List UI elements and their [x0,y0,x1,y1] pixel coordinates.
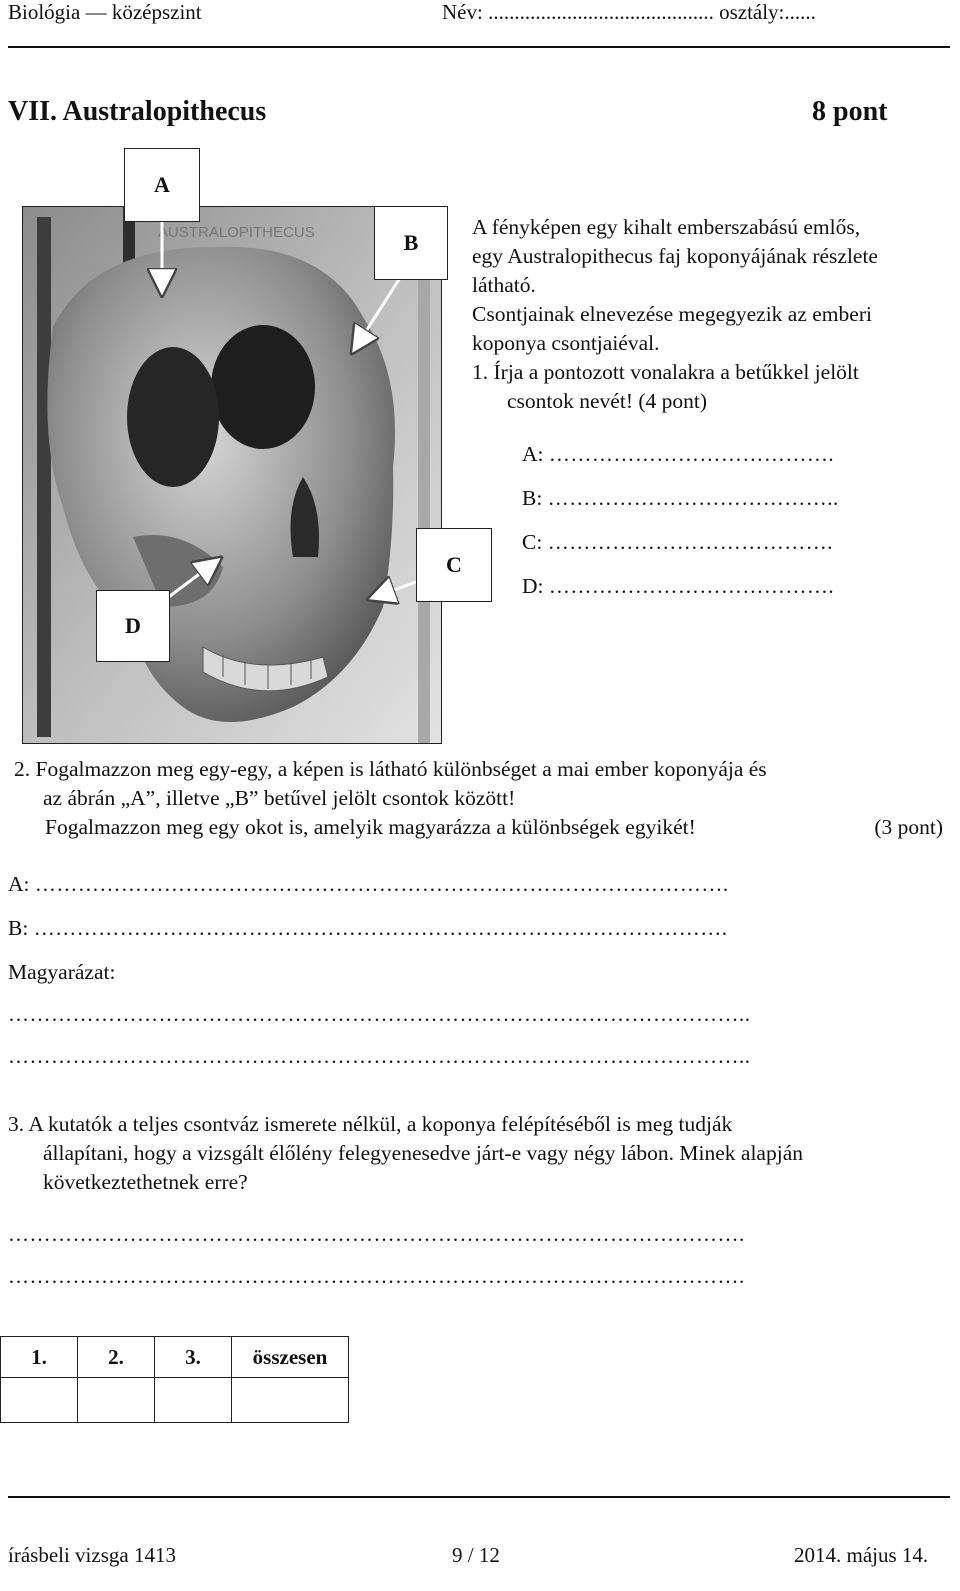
intro-text [472,213,952,416]
q1-answers [522,440,942,616]
arrow-c [372,582,416,598]
question-2-points: (3 pont) [874,815,943,839]
score-header-1: 1. [1,1337,78,1378]
score-cell-total[interactable] [232,1378,349,1423]
question-1-line: csontok nevét! (4 pont) [507,389,708,413]
intro-line: egy Australopithecus faj koponyájának részlete [472,244,878,268]
q3-answers [8,1220,938,1304]
intro-line: koponya csontjaiéval. [472,331,660,355]
task-title: VII. Australopithecus [8,96,267,127]
score-table [0,1336,349,1423]
intro-line: látható. [472,273,536,297]
question-3 [8,1110,943,1197]
footer-exam-id: írásbeli vizsga 1413 [8,1543,176,1567]
arrow-d [162,560,218,602]
question-2 [8,755,943,842]
intro-line: Csontjainak elnevezése megegyezik az emberi [472,302,872,326]
question-3-line: következtethetnek erre? [43,1170,248,1194]
q2-answer-b[interactable]: B: ……………………………………………………………………………………. [8,916,728,940]
score-cell-1[interactable] [1,1378,78,1423]
intro-line: A fényképen egy kihalt emberszabású emlős, [472,215,861,239]
question-2-line: Fogalmazzon meg egy okot is, amelyik magyarázza a különbségek egyikét! [45,815,696,839]
answer-row-a[interactable]: A: …………………………………. [522,442,835,466]
answer-row-d[interactable]: D: …………………………………. [522,574,835,598]
question-2-line: az ábrán „A”, illetve „B” betűvel jelölt csontok között! [43,786,516,810]
footer-rule [8,1496,950,1498]
label-box-d: D [96,590,170,662]
q3-answer-line[interactable]: …………………………………………………………………………………………. [8,1222,745,1246]
q2-explanation-line[interactable]: ………………………………………………………………………………………….. [8,1002,751,1026]
header-name-field: Név: ........................................... osztály:...... [442,0,816,24]
q2-answer-a[interactable]: A: ……………………………………………………………………………………. [8,872,729,896]
q3-answer-line[interactable]: …………………………………………………………………………………………. [8,1264,745,1288]
header-subject: Biológia — középszint [8,0,202,24]
label-box-b: B [374,206,448,280]
q2-explanation-label: Magyarázat: [8,960,116,984]
q2-answers [8,870,938,1084]
photo-caption: AUSTRALOPITHECUS [158,224,315,241]
answer-row-c[interactable]: C: …………………………………. [522,530,833,554]
score-header-2: 2. [78,1337,155,1378]
score-header-total: összesen [232,1337,349,1378]
q2-explanation-line[interactable]: ………………………………………………………………………………………….. [8,1044,751,1068]
label-box-a: A [124,148,200,222]
question-3-line: állapítani, hogy a vizsgált élőlény felegyenesedve járt-e vagy négy lábon. Minek alapján [43,1141,803,1165]
label-box-c: C [416,528,492,602]
question-2-line: 2. Fogalmazzon meg egy-egy, a képen is látható különbséget a mai ember koponyája és [14,757,767,781]
question-3-line: 3. A kutatók a teljes csontváz ismerete nélkül, a koponya felépítéséből is meg tudják [8,1112,733,1136]
footer-date: 2014. május 14. [794,1543,929,1567]
arrow-b [354,278,400,350]
question-1-line: 1. Írja a pontozott vonalakra a betűkkel jelölt [472,360,859,384]
score-header-3: 3. [155,1337,232,1378]
score-cell-3[interactable] [155,1378,232,1423]
score-cell-2[interactable] [78,1378,155,1423]
answer-row-b[interactable]: B: ………………………………….. [522,486,839,510]
task-points: 8 pont [812,96,888,127]
footer-page-number: 9 / 12 [452,1543,500,1567]
